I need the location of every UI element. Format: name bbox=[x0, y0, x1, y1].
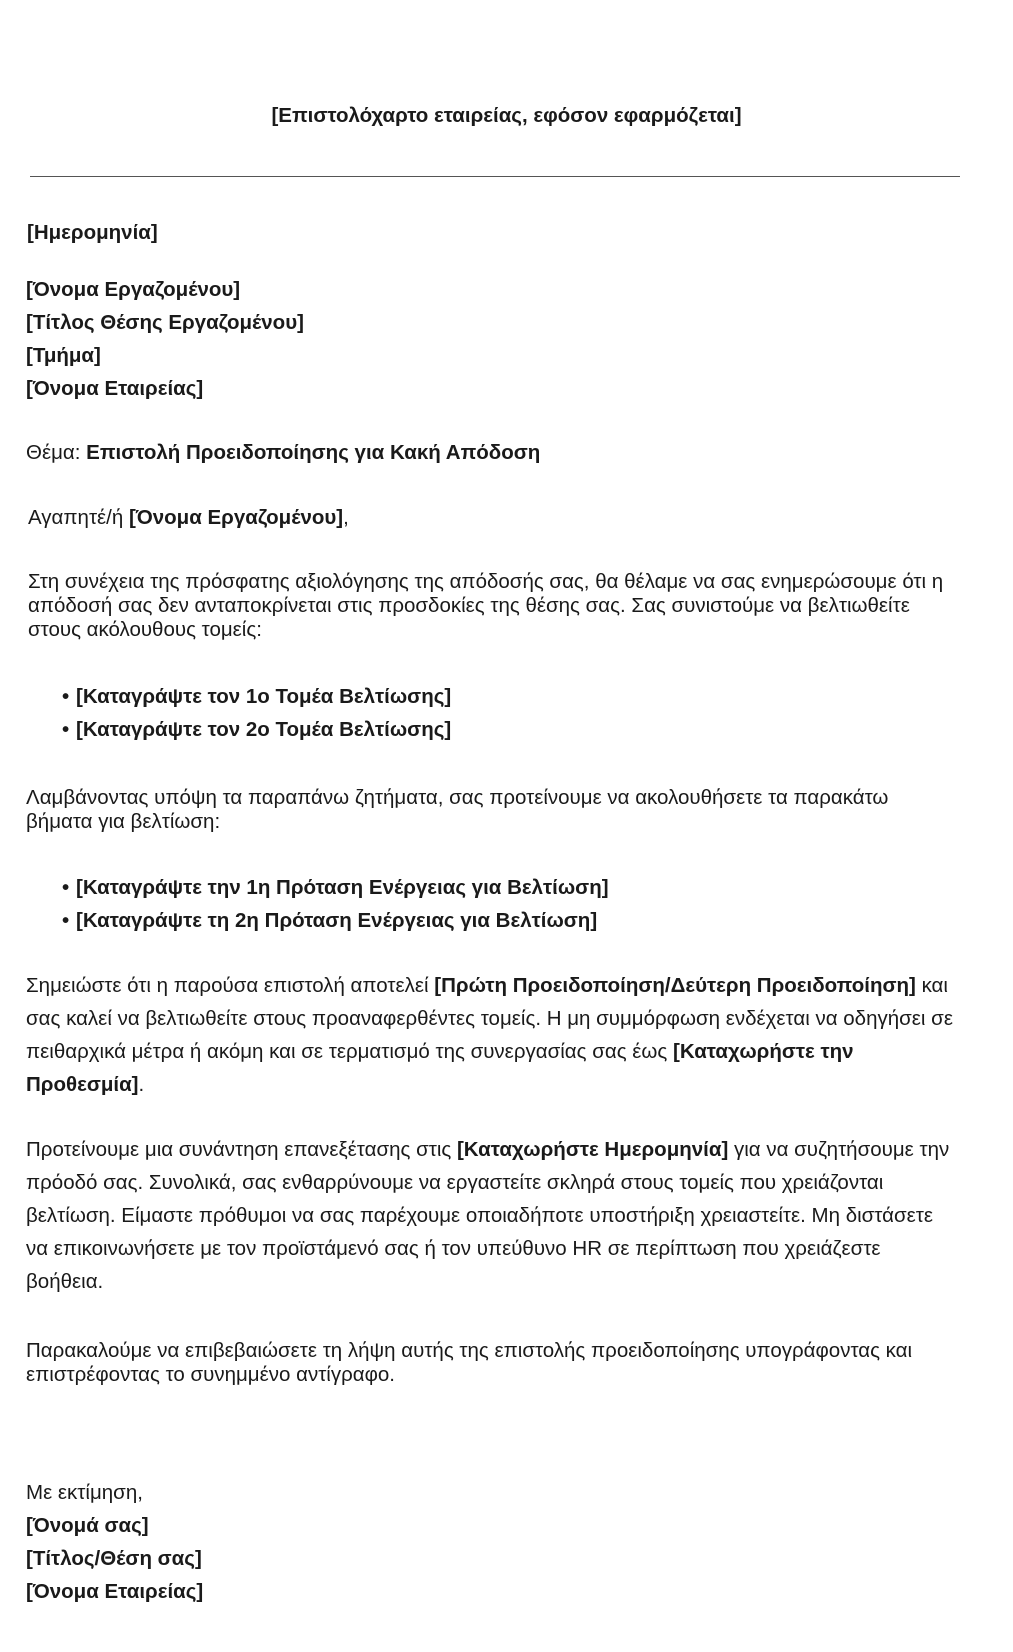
subject-line bbox=[26, 441, 540, 465]
list-item: • [Καταγράψτε την 1η Πρόταση Ενέργειας για Βελτίωση] bbox=[62, 871, 609, 904]
warning-text-1: Σημειώστε ότι η παρούσα επιστολή αποτελεί bbox=[26, 974, 429, 997]
warning-text-2: και σας καλεί να βελτιωθείτε στους προαναφερθέντες τομείς. Η μη συμμόρφωση ενδέχεται να οδηγήσει σε πειθαρχικά μέτρα ή ακόμη και σε τερματισμό της συνεργασίας σας έως bbox=[26, 974, 953, 1063]
subject-text: Επιστολή Προειδοποίησης για Κακή Απόδοση bbox=[86, 441, 541, 464]
subject-label: Θέμα: bbox=[26, 441, 81, 464]
action-items-list bbox=[62, 871, 609, 937]
acknowledge-paragraph: Παρακαλούμε να επιβεβαιώσετε τη λήψη αυτής της επιστολής προειδοποίησης υπογράφοντας και επιστρέφοντας το συνημμένο αντίγραφο. bbox=[26, 1339, 913, 1386]
date-line: [Ημερομηνία] bbox=[27, 221, 158, 244]
letterhead: [Επιστολόχαρτο εταιρείας, εφόσον εφαρμόζεται] bbox=[271, 104, 742, 127]
recipient-title: [Τίτλος Θέσης Εργαζομένου] bbox=[26, 311, 304, 334]
meeting-date: [Καταχωρήστε Ημερομηνία] bbox=[456, 1138, 729, 1161]
greeting-name: [Όνομα Εργαζομένου] bbox=[129, 506, 344, 529]
closing: Με εκτίμηση, bbox=[26, 1481, 143, 1504]
recipient-name: [Όνομα Εργαζομένου] bbox=[26, 278, 241, 301]
warning-paragraph bbox=[26, 969, 956, 1101]
steps-paragraph: Λαμβάνοντας υπόψη τα παραπάνω ζητήματα, σας προτείνουμε να ακολουθήσετε τα παρακάτω βήματα για βελτίωση: bbox=[26, 786, 889, 833]
improvement-areas-list bbox=[62, 680, 451, 746]
header-divider bbox=[30, 176, 960, 177]
intro-paragraph: Στη συνέχεια της πρόσφατης αξιολόγησης της απόδοσής σας, θα θέλαμε να σας ενημερώσουμε ότι η απόδοσή σας δεν ανταποκρίνεται στις προσδοκίες της θέσης σας. Σας συνιστούμε να βελτιωθείτε στους ακόλουθους τομείς: bbox=[28, 570, 944, 641]
greeting-prefix: Αγαπητέ/ή bbox=[28, 506, 124, 529]
list-item: • [Καταγράψτε τον 2ο Τομέα Βελτίωσης] bbox=[62, 713, 451, 746]
meeting-text-1: Προτείνουμε μια συνάντηση επανεξέτασης στις bbox=[26, 1138, 452, 1161]
greeting-suffix: , bbox=[343, 506, 349, 529]
signer-name: [Όνομά σας] bbox=[26, 1514, 149, 1537]
meeting-paragraph bbox=[26, 1133, 956, 1298]
meeting-text-2: για να συζητήσουμε την πρόοδό σας. Συνολικά, σας ενθαρρύνουμε να εργαστείτε σκληρά στους τομείς που χρειάζονται βελτίωση. Είμαστε πρόθυμοι να σας παρέχουμε οποιαδήποτε υποστήριξη χρειαστείτε. Μη διστάσετε να επικοινωνήσετε με τον προϊστάμενό σας ή τον υπεύθυνο HR σε περίπτωση που χρειάζεστε βοήθεια. bbox=[26, 1138, 950, 1293]
greeting bbox=[28, 506, 349, 530]
list-item: • [Καταγράψτε τον 1ο Τομέα Βελτίωσης] bbox=[62, 680, 451, 713]
signer-company: [Όνομα Εταιρείας] bbox=[26, 1580, 204, 1603]
signer-title: [Τίτλος/Θέση σας] bbox=[26, 1547, 202, 1570]
recipient-department: [Τμήμα] bbox=[26, 344, 101, 367]
warning-text-3: . bbox=[138, 1073, 145, 1096]
warning-type: [Πρώτη Προειδοποίηση/Δεύτερη Προειδοποίηση] bbox=[434, 974, 916, 997]
warning-deadline: [Καταχωρήστε την Προθεσμία] bbox=[26, 1040, 854, 1096]
recipient-company: [Όνομα Εταιρείας] bbox=[26, 377, 204, 400]
list-item: • [Καταγράψτε τη 2η Πρόταση Ενέργειας για Βελτίωση] bbox=[62, 904, 609, 937]
